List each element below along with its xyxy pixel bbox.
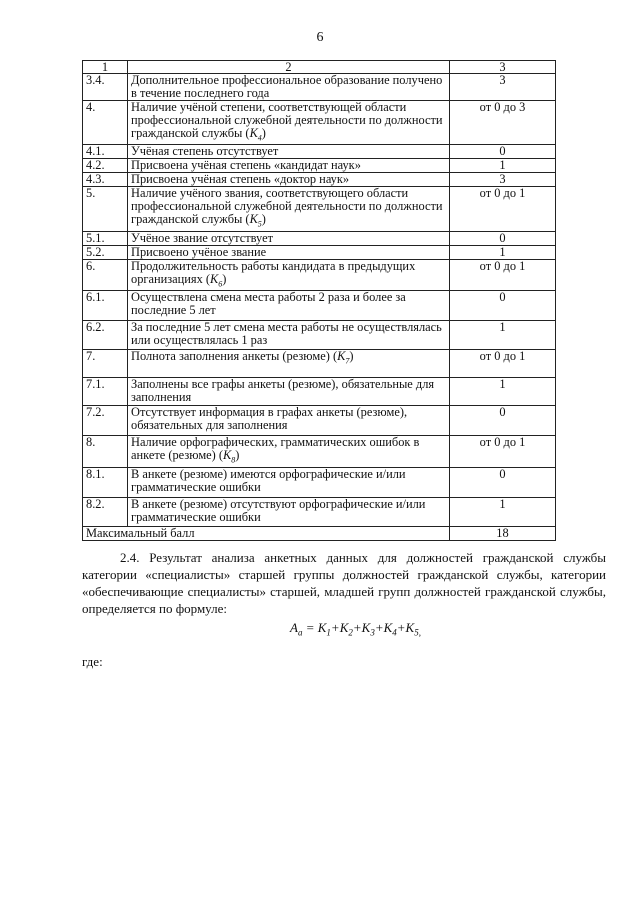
row-number: 8. (83, 436, 128, 467)
total-label: Максимальный балл (83, 526, 450, 540)
total-score: 18 (450, 526, 556, 540)
table-row (83, 173, 556, 187)
formula-plus: + (330, 620, 340, 635)
table-row (83, 259, 556, 290)
row-description: Учёная степень отсутствует (128, 145, 450, 159)
row-score: от 0 до 3 (450, 101, 556, 145)
table-row (83, 74, 556, 101)
row-description: Продолжительность работы кандидата в предыдущих организациях $(К_6)$ (128, 259, 450, 290)
row-number: 5.1. (83, 231, 128, 245)
row-score: 3 (450, 173, 556, 187)
row-number: 8.1. (83, 467, 128, 497)
row-number: 5.2. (83, 245, 128, 259)
table-row (83, 231, 556, 245)
table-row (83, 497, 556, 526)
formula-term: $K_{5,}$ (405, 620, 421, 638)
row-score: 0 (450, 467, 556, 497)
table-row (83, 187, 556, 231)
coefficient-symbol: $К_7$ (337, 349, 350, 366)
total-row (83, 526, 556, 540)
table-row (83, 406, 556, 436)
row-number: 8.2. (83, 497, 128, 526)
row-score: 0 (450, 145, 556, 159)
table-row (83, 321, 556, 350)
row-description: Отсутствует информация в графах анкеты (резюме), обязательных для заполнения (128, 406, 450, 436)
formula-plus: + (374, 620, 384, 635)
paragraph-2-4: 2.4. Результат анализа анкетных данных для должностей гражданской службы категории «специалисты» старшей группы должностей гражданской службы, категории «обеспечивающие специалисты» старшей, младшей групп должностей гражданской службы, определяется по формуле: (82, 550, 606, 616)
row-score: 1 (450, 497, 556, 526)
formula-term: $K_2$ (339, 620, 353, 638)
row-number: 4.2. (83, 159, 128, 173)
row-score: 1 (450, 321, 556, 350)
row-description: Наличие орфографических, грамматических ошибок в анкете (резюме) $(К_8)$ (128, 436, 450, 467)
row-score: от 0 до 1 (450, 259, 556, 290)
coefficient-symbol: $К_5$ (249, 212, 262, 229)
row-description: За последние 5 лет смена места работы не осуществлялась или осуществлялась 1 раз (128, 321, 450, 350)
header-cell-3: 3 (450, 61, 556, 74)
formula (290, 620, 421, 638)
formula-plus: + (396, 620, 406, 635)
table-row (83, 159, 556, 173)
row-score: 0 (450, 406, 556, 436)
row-description: В анкете (резюме) имеются орфографические и/или грамматические ошибки (128, 467, 450, 497)
row-score: 1 (450, 245, 556, 259)
formula-term: $K_1$ (317, 620, 331, 638)
table-row (83, 467, 556, 497)
row-description: Наличие учёного звания, соответствующего области профессиональной служебной деятельности по должности гражданской службы $(К_5)$ (128, 187, 450, 231)
row-number: 7. (83, 350, 128, 378)
row-score: 1 (450, 378, 556, 406)
where-label: где: (82, 654, 103, 669)
formula-eq: = (302, 620, 318, 635)
row-score: 1 (450, 159, 556, 173)
header-cell-2: 2 (128, 61, 450, 74)
row-description: Заполнены все графы анкеты (резюме), обязательные для заполнения (128, 378, 450, 406)
row-number: 5. (83, 187, 128, 231)
row-score: от 0 до 1 (450, 436, 556, 467)
row-score: 0 (450, 231, 556, 245)
row-number: 7.2. (83, 406, 128, 436)
coefficient-symbol: $К_6$ (210, 271, 223, 289)
row-number: 6.2. (83, 321, 128, 350)
row-number: 6.1. (83, 291, 128, 321)
row-score: от 0 до 1 (450, 350, 556, 378)
table-row (83, 101, 556, 145)
table-row (83, 350, 556, 378)
row-number: 6. (83, 259, 128, 290)
table-row (83, 291, 556, 321)
row-description: Осуществлена смена места работы 2 раза и более за последние 5 лет (128, 291, 450, 321)
row-description: Присвоена учёная степень «кандидат наук» (128, 159, 450, 173)
row-number: 4.3. (83, 173, 128, 187)
formula-term: $K_4$ (383, 620, 397, 638)
row-description: Присвоено учёное звание (128, 245, 450, 259)
formula-plus: + (352, 620, 362, 635)
row-number: 4. (83, 101, 128, 145)
row-score: 0 (450, 291, 556, 321)
table-header-row (83, 61, 556, 74)
row-description: Присвоена учёная степень «доктор наук» (128, 173, 450, 187)
row-score: 3 (450, 74, 556, 101)
formula-term: $K_3$ (361, 620, 375, 638)
row-description: Полнота заполнения анкеты (резюме) $(К_7)$ (128, 350, 450, 378)
table-row (83, 145, 556, 159)
row-number: 4.1. (83, 145, 128, 159)
table-row (83, 245, 556, 259)
coefficient-symbol: $К_4$ (249, 126, 262, 143)
row-number: 3.4. (83, 74, 128, 101)
row-description: В анкете (резюме) отсутствуют орфографические и/или грамматические ошибки (128, 497, 450, 526)
row-number: 7.1. (83, 378, 128, 406)
row-description: Дополнительное профессиональное образование получено в течение последнего года (128, 74, 450, 101)
formula-lhs: $A_a$ (290, 620, 303, 638)
row-score: от 0 до 1 (450, 187, 556, 231)
row-description: Наличие учёной степени, соответствующей области профессиональной служебной деятельности по должности гражданской службы $(К_4)$ (128, 101, 450, 145)
criteria-table (82, 60, 556, 541)
page-number: 6 (316, 30, 324, 45)
table-row (83, 378, 556, 406)
header-cell-1: 1 (83, 61, 128, 74)
row-description: Учёное звание отсутствует (128, 231, 450, 245)
coefficient-symbol: $К_8$ (223, 448, 236, 465)
table-row (83, 436, 556, 467)
